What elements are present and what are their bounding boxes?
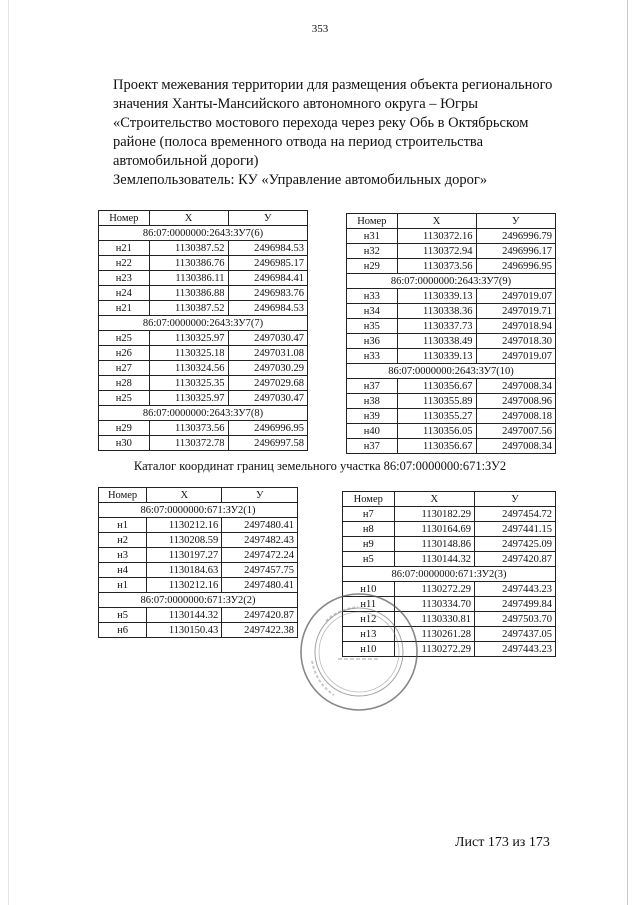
point-name: н27 (99, 361, 150, 376)
point-name: н29 (99, 421, 150, 436)
point-name: н21 (99, 301, 150, 316)
coord-y: 2496996.95 (228, 421, 307, 436)
point-name: н1 (99, 578, 147, 593)
table-row (99, 286, 308, 301)
scan-edge-line (627, 0, 628, 905)
point-name: н40 (347, 424, 398, 439)
table-row (347, 259, 556, 274)
coord-y: 2497030.47 (228, 391, 307, 406)
table-row (347, 394, 556, 409)
title-line: автомобильной дороги) (113, 153, 259, 169)
point-name: н36 (347, 334, 398, 349)
coord-y: 2496997.58 (228, 436, 307, 451)
point-name: н6 (99, 623, 147, 638)
coord-x: 1130208.59 (147, 533, 222, 548)
header-x: X (147, 488, 222, 503)
group-row (99, 316, 308, 331)
coord-x: 1130356.67 (397, 379, 476, 394)
coord-y: 2497018.94 (476, 319, 555, 334)
coord-x: 1130373.56 (397, 259, 476, 274)
coord-x: 1130325.18 (149, 346, 228, 361)
table-row (99, 518, 298, 533)
coord-x: 1130325.35 (149, 376, 228, 391)
coord-x: 1130386.11 (149, 271, 228, 286)
coord-y: 2496984.53 (228, 241, 307, 256)
point-name: н39 (347, 409, 398, 424)
table-row (99, 376, 308, 391)
coord-x: 1130164.69 (394, 522, 474, 537)
coord-x: 1130373.56 (149, 421, 228, 436)
coord-y: 2497030.29 (228, 361, 307, 376)
coord-y: 2497008.34 (476, 439, 555, 454)
coord-x: 1130325.97 (149, 391, 228, 406)
coord-x: 1130197.27 (147, 548, 222, 563)
header-name: Номер (343, 492, 395, 507)
point-name: н13 (343, 627, 395, 642)
group-row (347, 274, 556, 289)
coord-y: 2497008.34 (476, 379, 555, 394)
parcel-id: 86:07:0000000:2643:ЗУ7(9) (347, 274, 556, 289)
coord-x: 1130261.28 (394, 627, 474, 642)
coord-y: 2496996.17 (476, 244, 555, 259)
coord-x: 1130272.29 (394, 582, 474, 597)
table-row (347, 379, 556, 394)
point-name: н25 (99, 391, 150, 406)
catalog-caption: Каталог координат границ земельного участка 86:07:0000000:671:ЗУ2 (133, 459, 507, 473)
table-row (347, 244, 556, 259)
parcel-id: 86:07:0000000:671:ЗУ2(2) (99, 593, 298, 608)
header-y: У (228, 211, 307, 226)
point-name: н25 (99, 331, 150, 346)
point-name: н33 (347, 349, 398, 364)
coord-y: 2496985.17 (228, 256, 307, 271)
point-name: н5 (343, 552, 395, 567)
table-header-row (99, 211, 308, 226)
coord-y: 2496984.53 (228, 301, 307, 316)
table-row (99, 578, 298, 593)
coord-x: 1130387.52 (149, 241, 228, 256)
title-line: районе (полоса временного отвода на период строительства (113, 134, 484, 150)
point-name: н5 (99, 608, 147, 623)
coord-x: 1130386.88 (149, 286, 228, 301)
coord-y: 2497443.23 (475, 582, 556, 597)
point-name: н32 (347, 244, 398, 259)
table-row (347, 334, 556, 349)
table-row (343, 522, 556, 537)
title-line: значения Ханты-Мансийского автономного округа – Югры (113, 96, 478, 112)
header-x: X (397, 214, 476, 229)
coord-y: 2497019.07 (476, 349, 555, 364)
header-name: Номер (347, 214, 398, 229)
coord-y: 2496996.79 (476, 229, 555, 244)
coord-y: 2497420.87 (475, 552, 556, 567)
coordinates-table-3 (98, 487, 298, 638)
coordinates-table-1 (98, 210, 308, 451)
table-row (99, 346, 308, 361)
point-name: н3 (99, 548, 147, 563)
table-row (347, 289, 556, 304)
coord-x: 1130144.32 (394, 552, 474, 567)
document-title (113, 76, 583, 190)
table-row (99, 623, 298, 638)
coordinates-table-2 (346, 213, 556, 454)
parcel-id: 86:07:0000000:2643:ЗУ7(10) (347, 364, 556, 379)
table-row (343, 537, 556, 552)
table-row (99, 256, 308, 271)
group-row (99, 593, 298, 608)
coord-y: 2497018.30 (476, 334, 555, 349)
point-name: н38 (347, 394, 398, 409)
point-name: н29 (347, 259, 398, 274)
header-name: Номер (99, 211, 150, 226)
table-row (347, 304, 556, 319)
group-row (99, 226, 308, 241)
coord-y: 2496983.76 (228, 286, 307, 301)
table-row (99, 271, 308, 286)
coord-y: 2497454.72 (475, 507, 556, 522)
coord-x: 1130148.86 (394, 537, 474, 552)
coord-x: 1130387.52 (149, 301, 228, 316)
parcel-id: 86:07:0000000:2643:ЗУ7(8) (99, 406, 308, 421)
coord-x: 1130330.81 (394, 612, 474, 627)
parcel-id: 86:07:0000000:671:ЗУ2(1) (99, 503, 298, 518)
coord-y: 2497472.24 (222, 548, 298, 563)
coord-y: 2497019.71 (476, 304, 555, 319)
coord-y: 2497503.70 (475, 612, 556, 627)
point-name: н12 (343, 612, 395, 627)
point-name: н37 (347, 379, 398, 394)
table-row (99, 563, 298, 578)
coord-y: 2497480.41 (222, 578, 298, 593)
point-name: н23 (99, 271, 150, 286)
title-line: Проект межевания территории для размещения объекта регионального (113, 77, 553, 93)
point-name: н28 (99, 376, 150, 391)
table-row (99, 421, 308, 436)
coord-x: 1130212.16 (147, 518, 222, 533)
coord-y: 2497443.23 (475, 642, 556, 657)
coord-x: 1130272.29 (394, 642, 474, 657)
title-line: «Строительство мостового перехода через реку Обь в Октябрьском (113, 115, 529, 131)
coord-x: 1130182.29 (394, 507, 474, 522)
group-row (99, 406, 308, 421)
land-user: Землепользователь: КУ «Управление автомобильных дорог» (113, 172, 488, 188)
header-name: Номер (99, 488, 147, 503)
coord-y: 2496984.41 (228, 271, 307, 286)
table-row (99, 241, 308, 256)
coord-x: 1130339.13 (397, 289, 476, 304)
coord-x: 1130355.27 (397, 409, 476, 424)
group-row (99, 503, 298, 518)
coord-y: 2497480.41 (222, 518, 298, 533)
table-header-row (99, 488, 298, 503)
coord-y: 2497008.96 (476, 394, 555, 409)
coord-x: 1130355.89 (397, 394, 476, 409)
point-name: н9 (343, 537, 395, 552)
header-x: X (149, 211, 228, 226)
table-header-row (347, 214, 556, 229)
coord-y: 2497457.75 (222, 563, 298, 578)
point-name: н35 (347, 319, 398, 334)
point-name: н26 (99, 346, 150, 361)
coord-y: 2497437.05 (475, 627, 556, 642)
point-name: н37 (347, 439, 398, 454)
table-row (347, 439, 556, 454)
point-name: н7 (343, 507, 395, 522)
point-name: н31 (347, 229, 398, 244)
parcel-id: 86:07:0000000:2643:ЗУ7(6) (99, 226, 308, 241)
coord-y: 2497029.68 (228, 376, 307, 391)
point-name: н21 (99, 241, 150, 256)
header-y: У (476, 214, 555, 229)
table-header-row (343, 492, 556, 507)
point-name: н33 (347, 289, 398, 304)
point-name: н22 (99, 256, 150, 271)
coord-x: 1130337.73 (397, 319, 476, 334)
coord-x: 1130372.94 (397, 244, 476, 259)
sheet-counter: Лист 173 из 173 (455, 835, 550, 850)
coord-y: 2496996.95 (476, 259, 555, 274)
coord-x: 1130372.16 (397, 229, 476, 244)
coord-y: 2497031.08 (228, 346, 307, 361)
parcel-id: 86:07:0000000:2643:ЗУ7(7) (99, 316, 308, 331)
table-row (99, 533, 298, 548)
coord-y: 2497019.07 (476, 289, 555, 304)
coord-y: 2497425.09 (475, 537, 556, 552)
table-row (99, 608, 298, 623)
coord-y: 2497007.56 (476, 424, 555, 439)
table-row (99, 391, 308, 406)
coord-x: 1130325.97 (149, 331, 228, 346)
coord-y: 2497420.87 (222, 608, 298, 623)
point-name: н4 (99, 563, 147, 578)
point-name: н34 (347, 304, 398, 319)
header-x: X (394, 492, 474, 507)
table-row (99, 436, 308, 451)
point-name: н11 (343, 597, 395, 612)
coord-x: 1130212.16 (147, 578, 222, 593)
coord-y: 2497030.47 (228, 331, 307, 346)
table-row (99, 331, 308, 346)
group-row (347, 364, 556, 379)
coord-y: 2497441.15 (475, 522, 556, 537)
table-row (347, 349, 556, 364)
scan-edge-line-left (8, 0, 9, 905)
header-y: У (222, 488, 298, 503)
parcel-id: 86:07:0000000:671:ЗУ2(3) (343, 567, 556, 582)
point-name: н2 (99, 533, 147, 548)
table-row (347, 229, 556, 244)
table-row (343, 552, 556, 567)
table-row (99, 301, 308, 316)
coord-y: 2497499.84 (475, 597, 556, 612)
official-seal (298, 591, 420, 713)
coord-x: 1130150.43 (147, 623, 222, 638)
coord-x: 1130338.36 (397, 304, 476, 319)
table-row (347, 319, 556, 334)
point-name: н24 (99, 286, 150, 301)
coord-x: 1130144.32 (147, 608, 222, 623)
point-name: н1 (99, 518, 147, 533)
point-name: н10 (343, 582, 395, 597)
coord-x: 1130334.70 (394, 597, 474, 612)
coord-x: 1130324.56 (149, 361, 228, 376)
point-name: н30 (99, 436, 150, 451)
table-row (347, 424, 556, 439)
coord-y: 2497482.43 (222, 533, 298, 548)
table-row (343, 507, 556, 522)
group-row (343, 567, 556, 582)
table-row (99, 361, 308, 376)
coord-x: 1130339.13 (397, 349, 476, 364)
coord-x: 1130356.67 (397, 439, 476, 454)
page-number: 353 (311, 23, 329, 35)
coord-x: 1130386.76 (149, 256, 228, 271)
coord-y: 2497008.18 (476, 409, 555, 424)
point-name: н10 (343, 642, 395, 657)
table-row (99, 548, 298, 563)
point-name: н8 (343, 522, 395, 537)
header-y: У (475, 492, 556, 507)
coord-x: 1130184.63 (147, 563, 222, 578)
coord-x: 1130356.05 (397, 424, 476, 439)
table-row (347, 409, 556, 424)
coord-y: 2497422.38 (222, 623, 298, 638)
coord-x: 1130372.78 (149, 436, 228, 451)
coord-x: 1130338.49 (397, 334, 476, 349)
